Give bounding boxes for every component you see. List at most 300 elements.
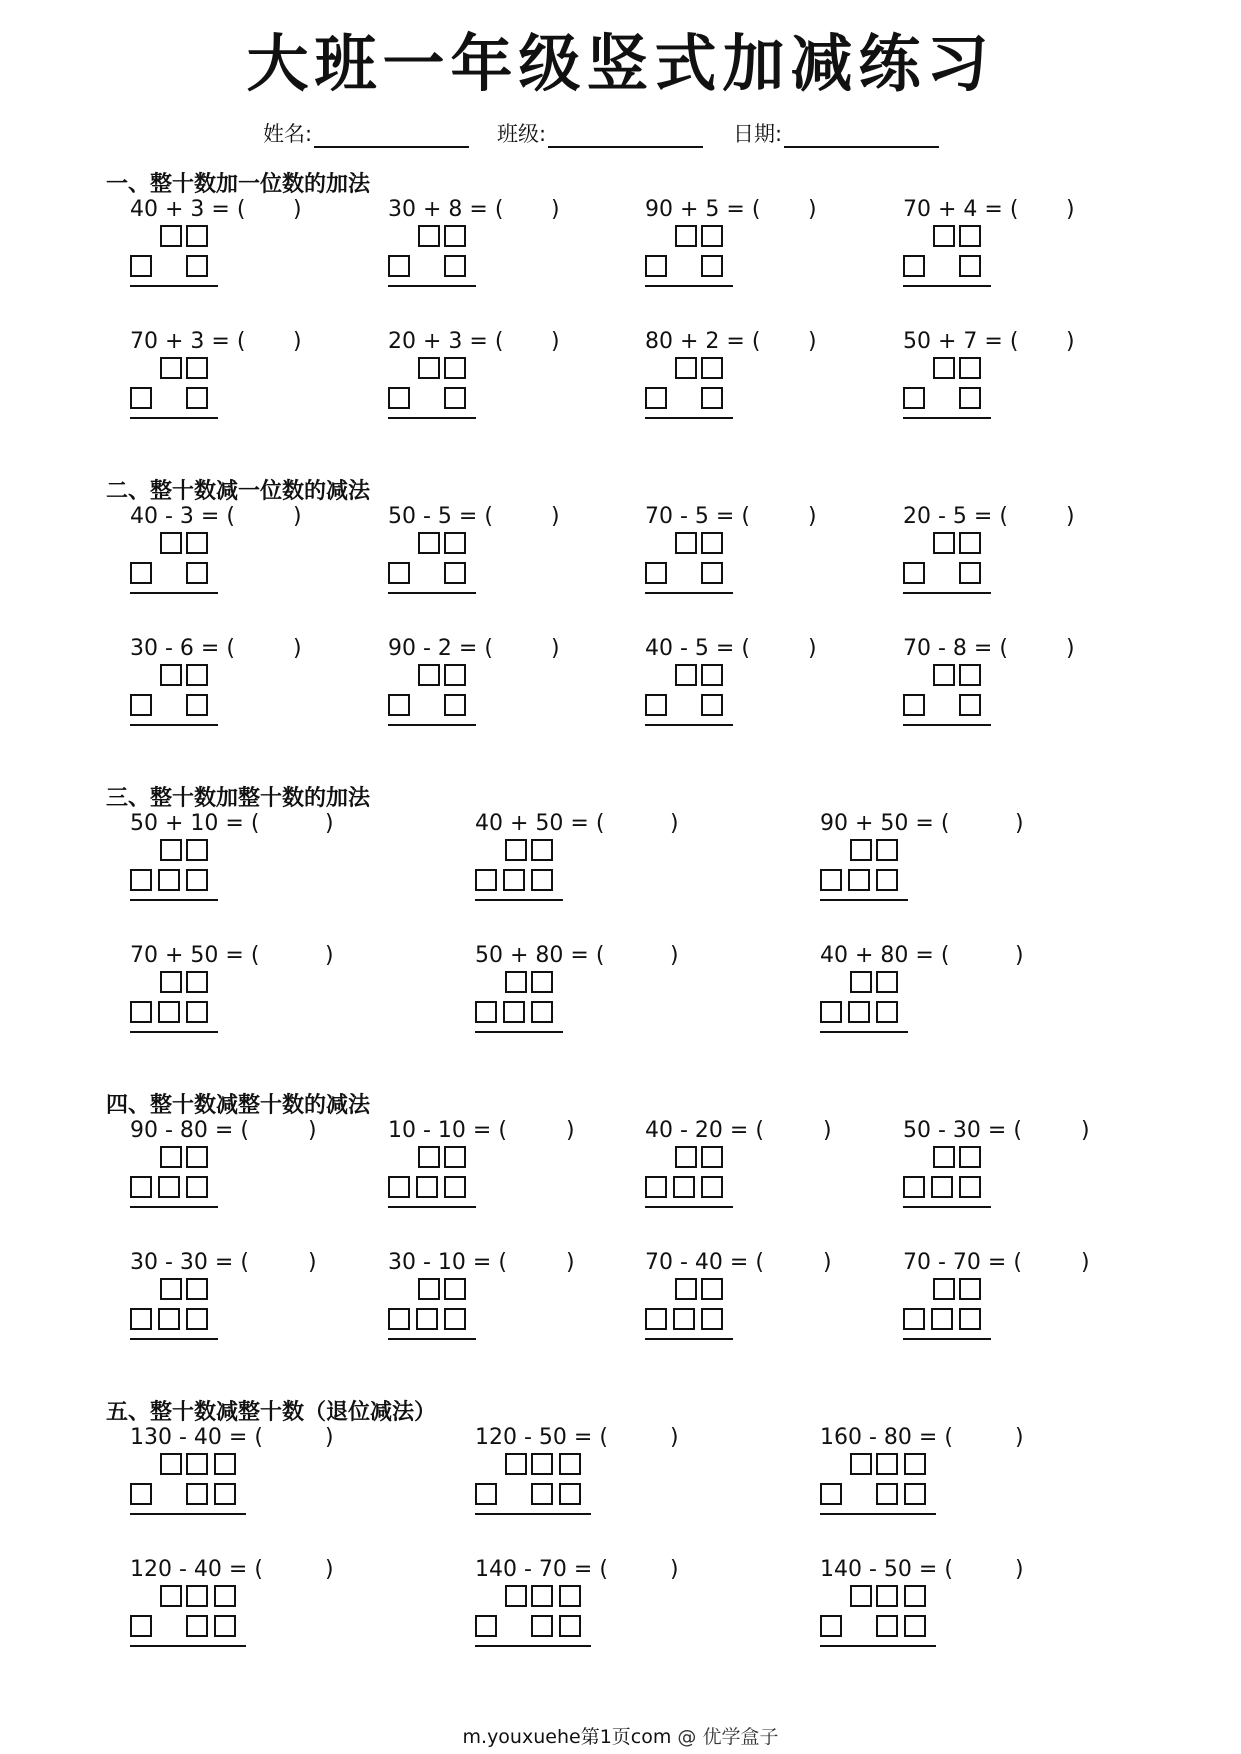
digit-box[interactable] bbox=[848, 1001, 870, 1023]
digit-box[interactable] bbox=[876, 1453, 898, 1475]
digit-box[interactable] bbox=[186, 357, 208, 379]
digit-box[interactable] bbox=[850, 1585, 872, 1607]
digit-box[interactable] bbox=[186, 225, 208, 247]
name-blank-line[interactable] bbox=[314, 124, 469, 148]
digit-box[interactable] bbox=[645, 387, 667, 409]
digit-box[interactable] bbox=[186, 562, 208, 584]
digit-box[interactable] bbox=[673, 1176, 695, 1198]
digit-box[interactable] bbox=[158, 1308, 180, 1330]
problem bbox=[903, 329, 1143, 429]
digit-box[interactable] bbox=[820, 1001, 842, 1023]
equation-text: 40 - 20 = ( bbox=[645, 1118, 764, 1143]
digit-box[interactable] bbox=[876, 1615, 898, 1637]
digit-box[interactable] bbox=[559, 1483, 581, 1505]
digit-box[interactable] bbox=[904, 1453, 926, 1475]
digit-box[interactable] bbox=[186, 1308, 208, 1330]
digit-box[interactable] bbox=[701, 225, 723, 247]
digit-box[interactable] bbox=[475, 1483, 497, 1505]
digit-box[interactable] bbox=[444, 532, 466, 554]
date-blank-line[interactable] bbox=[784, 124, 939, 148]
digit-box[interactable] bbox=[531, 1483, 553, 1505]
footer-website: m.youxuehe bbox=[462, 1726, 581, 1748]
digit-box[interactable] bbox=[933, 664, 955, 686]
digit-box[interactable] bbox=[388, 1176, 410, 1198]
equation-text: 30 - 30 = ( bbox=[130, 1250, 249, 1275]
equation-text: 90 + 5 = ( bbox=[645, 197, 761, 222]
digit-box[interactable] bbox=[959, 1308, 981, 1330]
digit-box[interactable] bbox=[903, 562, 925, 584]
equation bbox=[820, 811, 949, 837]
digit-box[interactable] bbox=[876, 971, 898, 993]
equation-text: 30 - 6 = ( bbox=[130, 636, 235, 661]
digit-box[interactable] bbox=[130, 255, 152, 277]
answer-close-paren[interactable]: ) bbox=[551, 329, 560, 354]
digit-box[interactable] bbox=[904, 1483, 926, 1505]
answer-close-paren[interactable]: ) bbox=[1066, 636, 1075, 661]
section-1 bbox=[0, 167, 1241, 477]
digit-box[interactable] bbox=[444, 664, 466, 686]
equation bbox=[903, 636, 1008, 662]
digit-box[interactable] bbox=[418, 1278, 440, 1300]
digit-box[interactable] bbox=[130, 1308, 152, 1330]
digit-box[interactable] bbox=[186, 1585, 208, 1607]
equation-text: 70 + 4 = ( bbox=[903, 197, 1019, 222]
equation-text: 90 + 50 = ( bbox=[820, 811, 950, 836]
digit-box[interactable] bbox=[531, 869, 553, 891]
equation bbox=[645, 329, 760, 355]
digit-box[interactable] bbox=[186, 664, 208, 686]
answer-close-paren[interactable]: ) bbox=[551, 197, 560, 222]
digit-box[interactable] bbox=[503, 1001, 525, 1023]
name-field[interactable] bbox=[263, 118, 469, 148]
digit-box[interactable] bbox=[160, 357, 182, 379]
digit-box[interactable] bbox=[675, 1278, 697, 1300]
digit-box[interactable] bbox=[214, 1615, 236, 1637]
digit-box[interactable] bbox=[186, 1278, 208, 1300]
digit-box[interactable] bbox=[959, 694, 981, 716]
digit-box[interactable] bbox=[701, 562, 723, 584]
digit-box[interactable] bbox=[388, 1308, 410, 1330]
digit-box[interactable] bbox=[959, 1278, 981, 1300]
digit-box[interactable] bbox=[904, 1585, 926, 1607]
digit-box[interactable] bbox=[418, 357, 440, 379]
equation-text: 50 + 80 = ( bbox=[475, 943, 605, 968]
digit-box[interactable] bbox=[160, 532, 182, 554]
digit-box[interactable] bbox=[531, 971, 553, 993]
problem bbox=[903, 197, 1143, 297]
equation-text: 90 - 80 = ( bbox=[130, 1118, 249, 1143]
digit-box[interactable] bbox=[820, 869, 842, 891]
footer-page-number: 第1页 bbox=[580, 1726, 631, 1748]
digit-box[interactable] bbox=[160, 1453, 182, 1475]
answer-close-paren[interactable]: ) bbox=[551, 504, 560, 529]
equation-text: 80 + 2 = ( bbox=[645, 329, 761, 354]
digit-box[interactable] bbox=[959, 255, 981, 277]
answer-close-paren[interactable]: ) bbox=[293, 504, 302, 529]
digit-box[interactable] bbox=[531, 1615, 553, 1637]
digit-box[interactable] bbox=[505, 839, 527, 861]
digit-box[interactable] bbox=[701, 664, 723, 686]
digit-box[interactable] bbox=[559, 1615, 581, 1637]
problem bbox=[820, 1557, 1060, 1657]
digit-box[interactable] bbox=[158, 1001, 180, 1023]
equation-text: 50 - 30 = ( bbox=[903, 1118, 1022, 1143]
digit-box[interactable] bbox=[130, 562, 152, 584]
digit-box[interactable] bbox=[876, 1483, 898, 1505]
digit-box[interactable] bbox=[130, 1615, 152, 1637]
answer-close-paren[interactable]: ) bbox=[1081, 1250, 1090, 1275]
answer-close-paren[interactable]: ) bbox=[808, 197, 817, 222]
digit-box[interactable] bbox=[904, 1615, 926, 1637]
digit-box[interactable] bbox=[931, 1308, 953, 1330]
equation bbox=[130, 329, 245, 355]
digit-box[interactable] bbox=[388, 562, 410, 584]
digit-box[interactable] bbox=[673, 1308, 695, 1330]
digit-box[interactable] bbox=[130, 387, 152, 409]
equation bbox=[903, 329, 1018, 355]
digit-box[interactable] bbox=[444, 1146, 466, 1168]
equation bbox=[903, 1118, 1022, 1144]
digit-box[interactable] bbox=[876, 839, 898, 861]
answer-close-paren[interactable]: ) bbox=[670, 811, 679, 836]
digit-box[interactable] bbox=[130, 1483, 152, 1505]
digit-box[interactable] bbox=[675, 225, 697, 247]
answer-close-paren[interactable]: ) bbox=[293, 197, 302, 222]
digit-box[interactable] bbox=[186, 1453, 208, 1475]
digit-box[interactable] bbox=[959, 225, 981, 247]
digit-box[interactable] bbox=[186, 1001, 208, 1023]
problem bbox=[903, 1250, 1143, 1350]
digit-box[interactable] bbox=[160, 1585, 182, 1607]
digit-box[interactable] bbox=[214, 1585, 236, 1607]
digit-box[interactable] bbox=[675, 532, 697, 554]
digit-box[interactable] bbox=[186, 971, 208, 993]
digit-box[interactable] bbox=[959, 562, 981, 584]
digit-box[interactable] bbox=[160, 664, 182, 686]
digit-box[interactable] bbox=[876, 1585, 898, 1607]
digit-box[interactable] bbox=[388, 387, 410, 409]
digit-box[interactable] bbox=[959, 387, 981, 409]
digit-box[interactable] bbox=[418, 225, 440, 247]
digit-box[interactable] bbox=[160, 971, 182, 993]
digit-box[interactable] bbox=[475, 869, 497, 891]
digit-box[interactable] bbox=[931, 1176, 953, 1198]
digit-box[interactable] bbox=[876, 869, 898, 891]
digit-box[interactable] bbox=[444, 357, 466, 379]
digit-box[interactable] bbox=[933, 357, 955, 379]
equation-text: 40 + 80 = ( bbox=[820, 943, 950, 968]
answer-close-paren[interactable]: ) bbox=[823, 1118, 832, 1143]
digit-box[interactable] bbox=[160, 1278, 182, 1300]
digit-box[interactable] bbox=[701, 532, 723, 554]
answer-close-paren[interactable]: ) bbox=[808, 329, 817, 354]
equation-text: 70 - 5 = ( bbox=[645, 504, 750, 529]
sum-line bbox=[130, 1513, 246, 1515]
answer-close-paren[interactable]: ) bbox=[325, 943, 334, 968]
digit-box[interactable] bbox=[444, 1176, 466, 1198]
answer-close-paren[interactable]: ) bbox=[566, 1250, 575, 1275]
digit-box[interactable] bbox=[903, 255, 925, 277]
digit-box[interactable] bbox=[820, 1483, 842, 1505]
problem bbox=[130, 943, 370, 1043]
digit-box[interactable] bbox=[418, 532, 440, 554]
digit-box[interactable] bbox=[959, 1176, 981, 1198]
answer-close-paren[interactable]: ) bbox=[1066, 197, 1075, 222]
digit-box[interactable] bbox=[959, 664, 981, 686]
digit-box[interactable] bbox=[701, 694, 723, 716]
footer-website-end: com bbox=[630, 1726, 672, 1748]
sum-line bbox=[130, 1206, 218, 1208]
digit-box[interactable] bbox=[475, 1001, 497, 1023]
answer-close-paren[interactable]: ) bbox=[293, 329, 302, 354]
digit-box[interactable] bbox=[701, 1308, 723, 1330]
problem bbox=[130, 1557, 370, 1657]
digit-box[interactable] bbox=[531, 1453, 553, 1475]
digit-box[interactable] bbox=[160, 1146, 182, 1168]
digit-box[interactable] bbox=[959, 532, 981, 554]
answer-close-paren[interactable]: ) bbox=[823, 1250, 832, 1275]
digit-box[interactable] bbox=[559, 1453, 581, 1475]
equation bbox=[475, 943, 604, 969]
digit-box[interactable] bbox=[850, 839, 872, 861]
digit-box[interactable] bbox=[444, 562, 466, 584]
digit-box[interactable] bbox=[559, 1585, 581, 1607]
digit-box[interactable] bbox=[959, 1146, 981, 1168]
equation bbox=[820, 943, 949, 969]
answer-close-paren[interactable]: ) bbox=[308, 1250, 317, 1275]
equation-text: 90 - 2 = ( bbox=[388, 636, 493, 661]
answer-close-paren[interactable]: ) bbox=[1015, 1425, 1024, 1450]
problem bbox=[645, 1118, 885, 1218]
class-blank-line[interactable] bbox=[548, 124, 703, 148]
digit-box[interactable] bbox=[645, 1176, 667, 1198]
digit-box[interactable] bbox=[959, 357, 981, 379]
class-field[interactable] bbox=[497, 118, 703, 148]
answer-close-paren[interactable]: ) bbox=[808, 636, 817, 661]
digit-box[interactable] bbox=[158, 869, 180, 891]
equation bbox=[645, 1250, 764, 1276]
digit-box[interactable] bbox=[130, 694, 152, 716]
digit-box[interactable] bbox=[531, 1001, 553, 1023]
digit-box[interactable] bbox=[903, 694, 925, 716]
digit-box[interactable] bbox=[444, 225, 466, 247]
answer-close-paren[interactable]: ) bbox=[325, 1425, 334, 1450]
equation bbox=[388, 1250, 507, 1276]
equation-text: 30 + 8 = ( bbox=[388, 197, 504, 222]
digit-box[interactable] bbox=[933, 1278, 955, 1300]
problem bbox=[820, 943, 1060, 1043]
digit-box[interactable] bbox=[531, 1585, 553, 1607]
digit-box[interactable] bbox=[675, 357, 697, 379]
digit-box[interactable] bbox=[933, 225, 955, 247]
date-field[interactable] bbox=[733, 118, 939, 148]
section-title: 三、整十数加整十数的加法 bbox=[106, 786, 371, 811]
answer-close-paren[interactable]: ) bbox=[1066, 504, 1075, 529]
digit-box[interactable] bbox=[505, 1585, 527, 1607]
digit-box[interactable] bbox=[505, 971, 527, 993]
equation-text: 70 - 8 = ( bbox=[903, 636, 1008, 661]
name-label: 姓名: bbox=[263, 122, 313, 146]
digit-box[interactable] bbox=[186, 694, 208, 716]
problem bbox=[645, 636, 885, 736]
answer-close-paren[interactable]: ) bbox=[325, 1557, 334, 1582]
answer-close-paren[interactable]: ) bbox=[1066, 329, 1075, 354]
answer-close-paren[interactable]: ) bbox=[1081, 1118, 1090, 1143]
digit-box[interactable] bbox=[158, 1176, 180, 1198]
equation bbox=[903, 504, 1008, 530]
answer-close-paren[interactable]: ) bbox=[670, 1557, 679, 1582]
sum-line bbox=[130, 1031, 218, 1033]
problem bbox=[475, 1425, 715, 1525]
digit-box[interactable] bbox=[416, 1176, 438, 1198]
sum-line bbox=[645, 724, 733, 726]
sum-line bbox=[388, 592, 476, 594]
digit-box[interactable] bbox=[820, 1615, 842, 1637]
section-title: 一、整十数加一位数的加法 bbox=[106, 172, 371, 197]
digit-box[interactable] bbox=[701, 387, 723, 409]
answer-close-paren[interactable]: ) bbox=[293, 636, 302, 661]
digit-box[interactable] bbox=[701, 1146, 723, 1168]
answer-close-paren[interactable]: ) bbox=[670, 943, 679, 968]
sum-line bbox=[903, 285, 991, 287]
digit-box[interactable] bbox=[444, 387, 466, 409]
digit-box[interactable] bbox=[475, 1615, 497, 1637]
problem bbox=[388, 1118, 628, 1218]
digit-box[interactable] bbox=[675, 1146, 697, 1168]
digit-box[interactable] bbox=[186, 869, 208, 891]
section-4 bbox=[0, 1088, 1241, 1398]
digit-box[interactable] bbox=[186, 1483, 208, 1505]
digit-box[interactable] bbox=[214, 1453, 236, 1475]
sum-line bbox=[130, 1338, 218, 1340]
problem bbox=[388, 504, 628, 604]
digit-box[interactable] bbox=[418, 664, 440, 686]
equation bbox=[645, 1118, 764, 1144]
equation bbox=[903, 1250, 1022, 1276]
digit-box[interactable] bbox=[903, 387, 925, 409]
digit-box[interactable] bbox=[645, 1308, 667, 1330]
digit-box[interactable] bbox=[416, 1308, 438, 1330]
equation-text: 20 + 3 = ( bbox=[388, 329, 504, 354]
sum-line bbox=[903, 1338, 991, 1340]
digit-box[interactable] bbox=[186, 1176, 208, 1198]
equation bbox=[388, 1118, 507, 1144]
problem bbox=[903, 1118, 1143, 1218]
digit-box[interactable] bbox=[388, 694, 410, 716]
equation-text: 140 - 70 = ( bbox=[475, 1557, 608, 1582]
sum-line bbox=[388, 285, 476, 287]
digit-box[interactable] bbox=[933, 532, 955, 554]
problem bbox=[645, 197, 885, 297]
answer-close-paren[interactable]: ) bbox=[1015, 1557, 1024, 1582]
digit-box[interactable] bbox=[186, 255, 208, 277]
problem bbox=[820, 1425, 1060, 1525]
digit-box[interactable] bbox=[444, 255, 466, 277]
answer-close-paren[interactable]: ) bbox=[308, 1118, 317, 1143]
problem bbox=[903, 636, 1143, 736]
answer-close-paren[interactable]: ) bbox=[325, 811, 334, 836]
digit-box[interactable] bbox=[701, 1176, 723, 1198]
equation-text: 40 + 50 = ( bbox=[475, 811, 605, 836]
problem bbox=[820, 811, 1060, 911]
digit-box[interactable] bbox=[645, 255, 667, 277]
digit-box[interactable] bbox=[675, 664, 697, 686]
digit-box[interactable] bbox=[876, 1001, 898, 1023]
answer-close-paren[interactable]: ) bbox=[1015, 943, 1024, 968]
digit-box[interactable] bbox=[903, 1308, 925, 1330]
digit-box[interactable] bbox=[418, 1146, 440, 1168]
equation-text: 10 - 10 = ( bbox=[388, 1118, 507, 1143]
problem bbox=[130, 1250, 370, 1350]
digit-box[interactable] bbox=[444, 1308, 466, 1330]
digit-box[interactable] bbox=[186, 839, 208, 861]
digit-box[interactable] bbox=[848, 869, 870, 891]
digit-box[interactable] bbox=[214, 1483, 236, 1505]
sum-line bbox=[903, 417, 991, 419]
digit-box[interactable] bbox=[645, 694, 667, 716]
equation-text: 120 - 40 = ( bbox=[130, 1557, 263, 1582]
equation bbox=[388, 197, 503, 223]
digit-box[interactable] bbox=[701, 357, 723, 379]
sum-line bbox=[820, 1513, 936, 1515]
digit-box[interactable] bbox=[850, 1453, 872, 1475]
section-title: 二、整十数减一位数的减法 bbox=[106, 479, 371, 504]
digit-box[interactable] bbox=[130, 869, 152, 891]
equation-text: 40 - 5 = ( bbox=[645, 636, 750, 661]
sum-line bbox=[130, 1645, 246, 1647]
digit-box[interactable] bbox=[444, 1278, 466, 1300]
sum-line bbox=[645, 1206, 733, 1208]
digit-box[interactable] bbox=[160, 225, 182, 247]
digit-box[interactable] bbox=[505, 1453, 527, 1475]
sum-line bbox=[475, 1645, 591, 1647]
answer-close-paren[interactable]: ) bbox=[1015, 811, 1024, 836]
digit-box[interactable] bbox=[388, 255, 410, 277]
answer-close-paren[interactable]: ) bbox=[551, 636, 560, 661]
answer-close-paren[interactable]: ) bbox=[808, 504, 817, 529]
answer-close-paren[interactable]: ) bbox=[670, 1425, 679, 1450]
digit-box[interactable] bbox=[130, 1001, 152, 1023]
digit-box[interactable] bbox=[933, 1146, 955, 1168]
digit-box[interactable] bbox=[701, 1278, 723, 1300]
equation-text: 130 - 40 = ( bbox=[130, 1425, 263, 1450]
digit-box[interactable] bbox=[444, 694, 466, 716]
digit-box[interactable] bbox=[186, 1146, 208, 1168]
sum-line bbox=[903, 592, 991, 594]
digit-box[interactable] bbox=[186, 1615, 208, 1637]
equation-text: 120 - 50 = ( bbox=[475, 1425, 608, 1450]
equation-text: 30 - 10 = ( bbox=[388, 1250, 507, 1275]
digit-box[interactable] bbox=[503, 869, 525, 891]
equation bbox=[130, 1557, 263, 1583]
digit-box[interactable] bbox=[645, 562, 667, 584]
digit-box[interactable] bbox=[160, 839, 182, 861]
digit-box[interactable] bbox=[531, 839, 553, 861]
problem bbox=[130, 197, 370, 297]
digit-box[interactable] bbox=[186, 532, 208, 554]
digit-box[interactable] bbox=[130, 1176, 152, 1198]
problem bbox=[130, 329, 370, 429]
answer-close-paren[interactable]: ) bbox=[566, 1118, 575, 1143]
footer-watermark: @ 优学盒子 bbox=[677, 1726, 779, 1748]
digit-box[interactable] bbox=[186, 387, 208, 409]
problem bbox=[388, 636, 628, 736]
digit-box[interactable] bbox=[701, 255, 723, 277]
equation-text: 20 - 5 = ( bbox=[903, 504, 1008, 529]
equation bbox=[130, 943, 259, 969]
digit-box[interactable] bbox=[903, 1176, 925, 1198]
digit-box[interactable] bbox=[850, 971, 872, 993]
